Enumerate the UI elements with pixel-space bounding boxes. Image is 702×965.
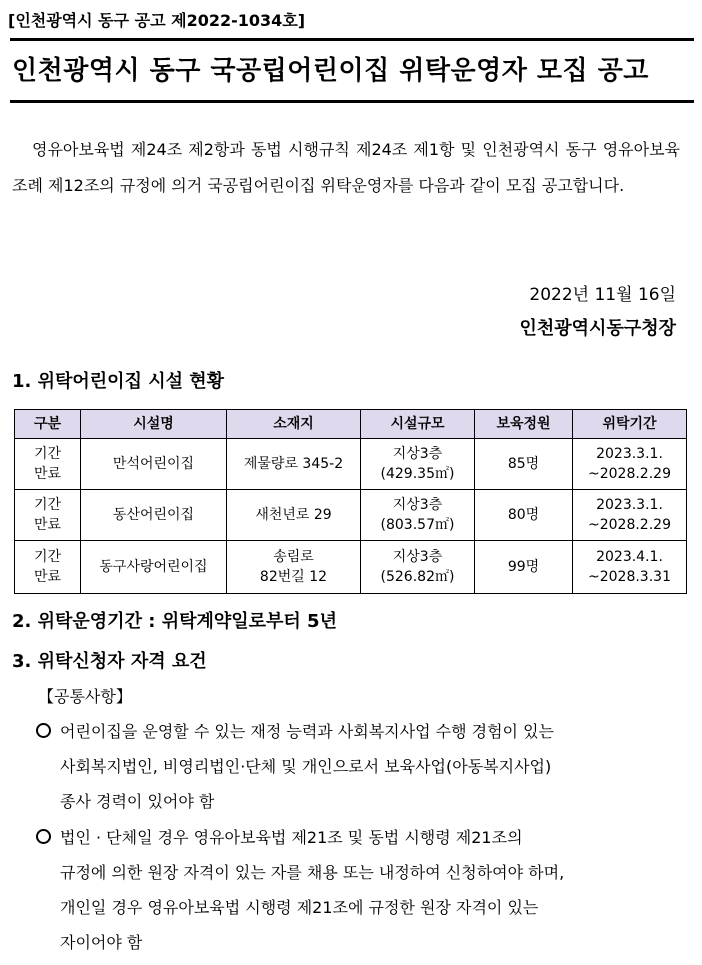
capacity-cell: 85명 [475, 439, 573, 490]
notice-date: 2022년 11월 16일 [529, 285, 676, 305]
table-row [15, 541, 687, 594]
facility-name-cell: 동구사랑어린이집 [81, 541, 227, 594]
address-cell: 제물량로 345-2 [227, 439, 361, 490]
section-2-heading: 2. 위탁운영기간 : 위탁계약일로부터 5년 [12, 611, 337, 632]
capacity-cell: 80명 [475, 490, 573, 541]
table-row [15, 439, 687, 490]
header-cell: 시설명 [81, 410, 227, 439]
header-cell: 구분 [15, 410, 81, 439]
facility-name-cell: 동산어린이집 [81, 490, 227, 541]
address-cell: 새천년로 29 [227, 490, 361, 541]
title-rule-bottom [10, 100, 694, 103]
intro-paragraph: 영유아보육법 제24조 제2항과 동법 시행규칙 제24조 제1항 및 인천광역시 동구 영유아보육 조례 제12조의 규정에 의거 국공립어린이집 위탁운영자를 다음과 같이 모집 공고합니다. [12, 140, 680, 195]
requirement-text: 어린이집을 운영할 수 있는 재정 능력과 사회복지사업 수행 경험이 있는 사회복지법인, 비영리법인·단체 및 개인으로서 보육사업(아동복지사업) 종사 경력이 있어야 함 [60, 722, 554, 811]
type-cell: 기간 만료 [15, 541, 81, 594]
period-cell: 2023.3.1. ~2028.2.29 [573, 439, 687, 490]
capacity-cell: 99명 [475, 541, 573, 594]
size-cell: 지상3층 (429.35㎡) [361, 439, 475, 490]
facility-table [14, 409, 687, 594]
table-row [15, 490, 687, 541]
header-cell: 위탁기간 [573, 410, 687, 439]
facility-name-cell: 만석어린이집 [81, 439, 227, 490]
type-cell: 기간 만료 [15, 439, 81, 490]
period-cell: 2023.4.1. ~2028.3.31 [573, 541, 687, 594]
notice-number: [인천광역시 동구 공고 제2022-1034호] [8, 11, 306, 30]
size-cell: 지상3층 (526.82㎡) [361, 541, 475, 594]
address-cell: 송림로 82번길 12 [227, 541, 361, 594]
circle-bullet-icon [36, 723, 51, 738]
title-rule-top [10, 38, 694, 41]
header-cell: 보육정원 [475, 410, 573, 439]
requirement-text: 법인 · 단체일 경우 영유아보육법 제21조 및 동법 시행령 제21조의 규정에 의한 원장 자격이 있는 자를 채용 또는 내정하여 신청하여야 하며, 개인일 경우 영유아보육법 시행령 제21조에 규정한 원장 자격이 있는 자이어야 함 [60, 828, 565, 952]
header-cell: 소재지 [227, 410, 361, 439]
section-1-heading: 1. 위탁어린이집 시설 현황 [12, 371, 225, 392]
period-cell: 2023.3.1. ~2028.2.29 [573, 490, 687, 541]
circle-bullet-icon [36, 829, 51, 844]
table-header-row [15, 410, 687, 439]
type-cell: 기간 만료 [15, 490, 81, 541]
common-requirements-label: 【공통사항】 [38, 687, 132, 706]
issuer-name: 인천광역시동구청장 [519, 318, 676, 339]
header-cell: 시설규모 [361, 410, 475, 439]
size-cell: 지상3층 (803.57㎡) [361, 490, 475, 541]
page-title: 인천광역시 동구 국공립어린이집 위탁운영자 모집 공고 [12, 56, 649, 86]
section-3-heading: 3. 위탁신청자 자격 요건 [12, 651, 207, 672]
